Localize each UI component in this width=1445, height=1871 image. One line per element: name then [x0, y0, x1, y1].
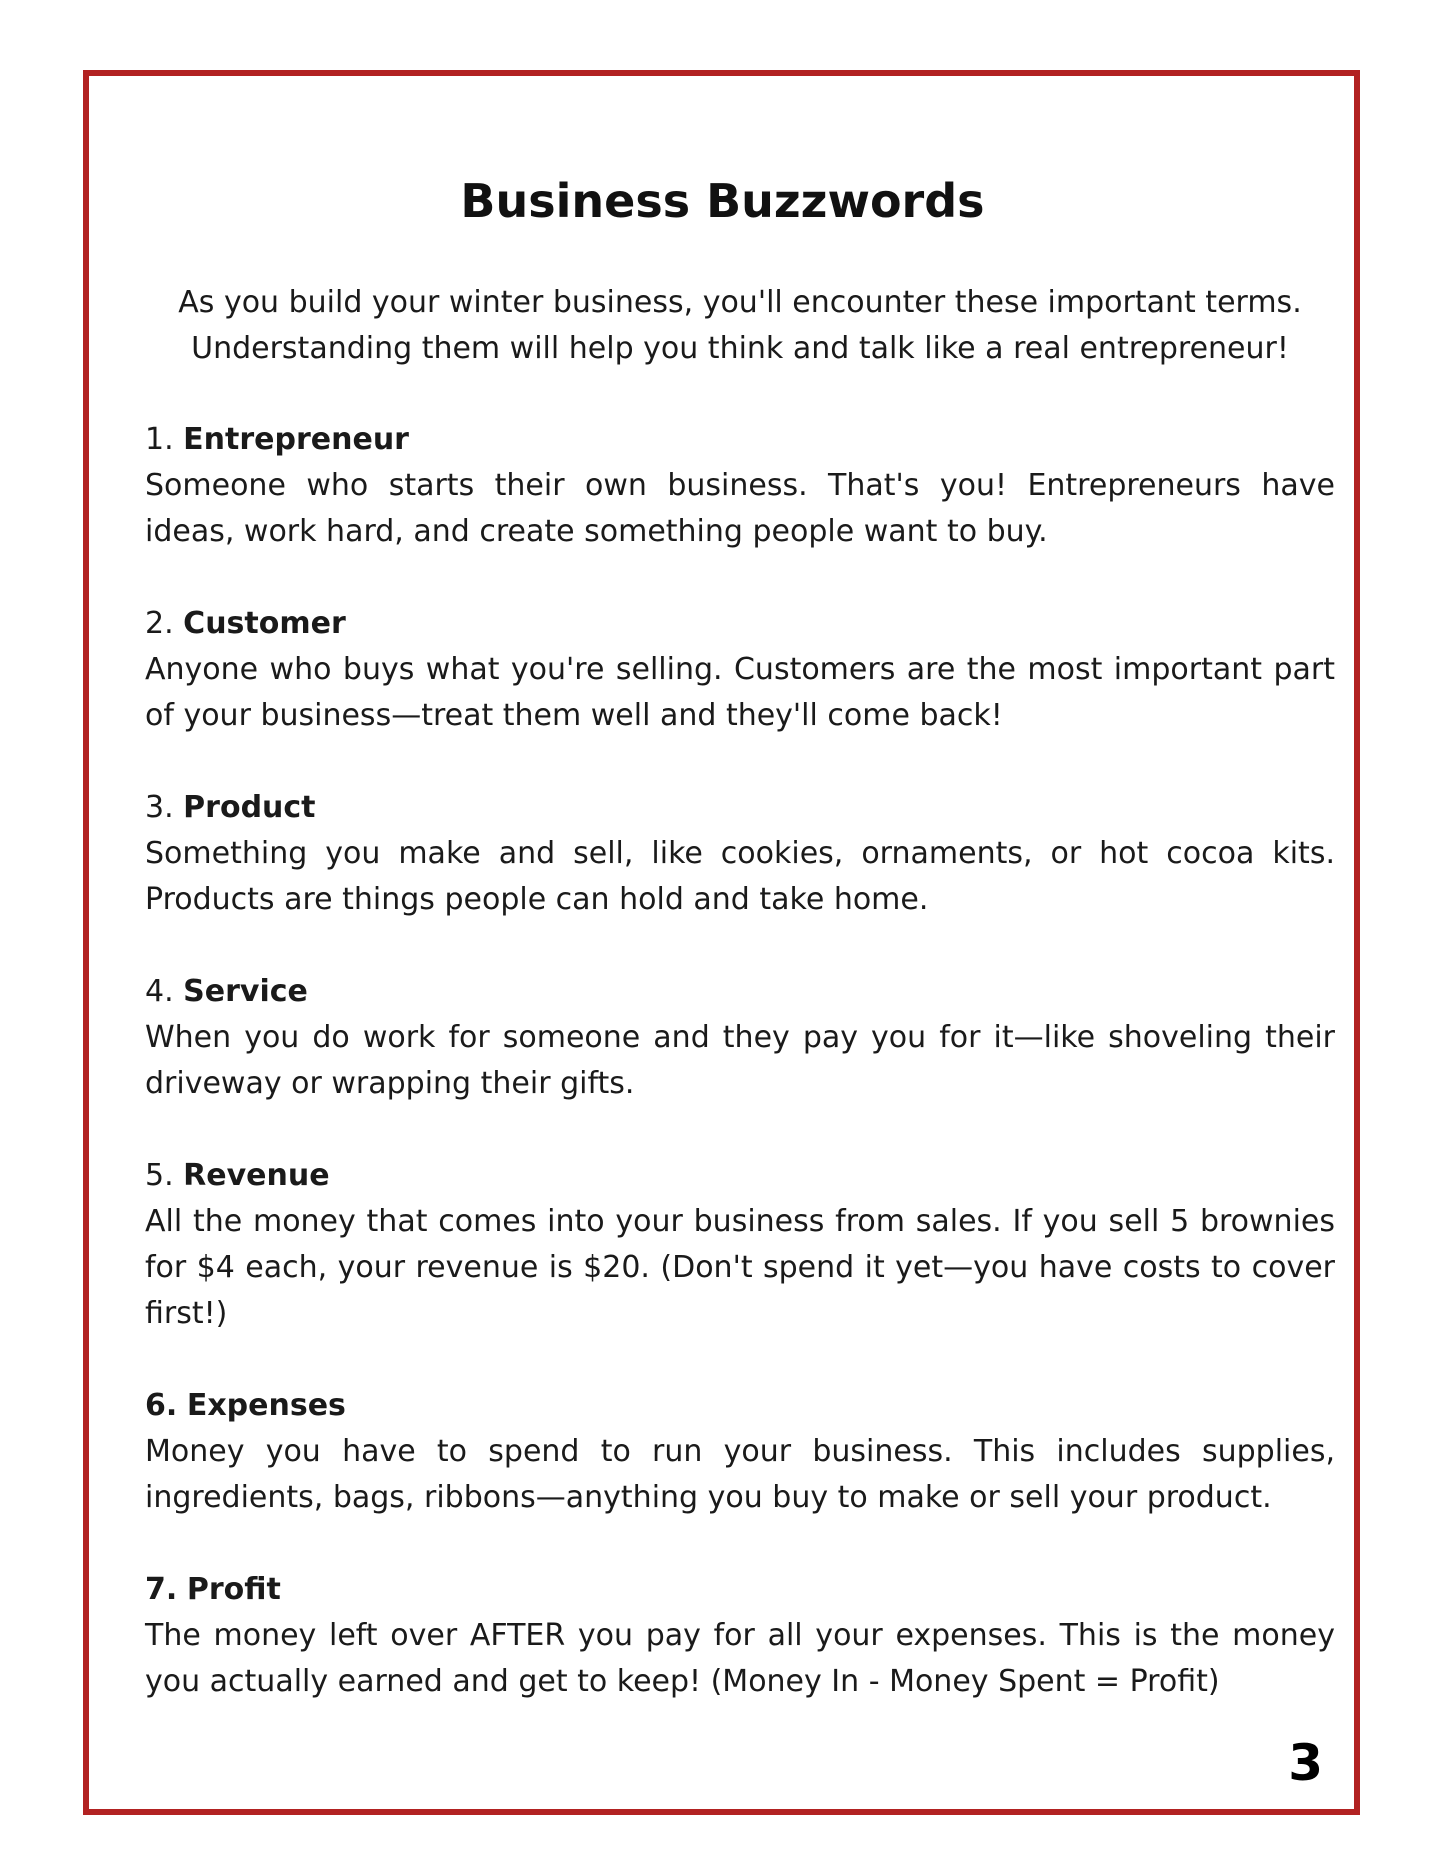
term-definition: Money you have to spend to run your business. This includes supplies, ingredients, bags, ribbons—anything you buy to make or sell your product. [145, 1434, 1335, 1515]
term-heading [145, 1567, 1335, 1613]
intro-line-1: As you build your winter business, you'll encounter these important terms. [178, 285, 1302, 320]
term-heading [145, 601, 1335, 647]
term-product [145, 785, 1335, 923]
intro-line-2: Understanding them will help you think and talk like a real entrepreneur! [191, 331, 1289, 366]
term-heading [145, 1383, 1335, 1429]
term-expenses [145, 1383, 1335, 1521]
term-word: Product [183, 790, 316, 825]
term-definition: The money left over AFTER you pay for all your expenses. This is the money you actually earned and get to keep! (Money In - Money Spent = Profit) [145, 1618, 1335, 1699]
term-number: 6. [145, 1388, 178, 1423]
term-number: 5. [145, 1158, 174, 1193]
term-word: Entrepreneur [183, 422, 409, 457]
term-word: Customer [183, 606, 346, 641]
intro-paragraph [145, 280, 1335, 372]
term-word: Service [183, 974, 308, 1009]
page-number: 3 [1288, 1734, 1323, 1792]
term-number: 3. [145, 790, 174, 825]
term-entrepreneur [145, 417, 1335, 555]
term-word: Profit [186, 1572, 281, 1607]
term-word: Revenue [183, 1158, 330, 1193]
term-revenue [145, 1153, 1335, 1337]
term-service [145, 969, 1335, 1107]
term-profit [145, 1567, 1335, 1705]
term-customer [145, 601, 1335, 739]
term-heading [145, 969, 1335, 1015]
term-definition: Something you make and sell, like cookies, ornaments, or hot cocoa kits. Products are things people can hold and take home. [145, 836, 1335, 917]
term-definition: Someone who starts their own business. That's you! Entrepreneurs have ideas, work hard, and create something people want to buy. [145, 468, 1335, 549]
term-definition: All the money that comes into your business from sales. If you sell 5 brownies for $4 each, your revenue is $20. (Don't spend it yet—you have costs to cover first!) [145, 1204, 1335, 1331]
term-heading [145, 417, 1335, 463]
page-title: Business Buzzwords [460, 173, 985, 228]
term-definition: When you do work for someone and they pay you for it—like shoveling their driveway or wrapping their gifts. [145, 1020, 1335, 1101]
term-number: 4. [145, 974, 174, 1009]
term-definition: Anyone who buys what you're selling. Customers are the most important part of your business—treat them well and they'll come back! [145, 652, 1335, 733]
term-number: 7. [145, 1572, 178, 1607]
term-heading [145, 1153, 1335, 1199]
term-number: 1. [145, 422, 174, 457]
term-word: Expenses [186, 1388, 346, 1423]
terms-list [145, 417, 1335, 1751]
term-heading [145, 785, 1335, 831]
term-number: 2. [145, 606, 174, 641]
